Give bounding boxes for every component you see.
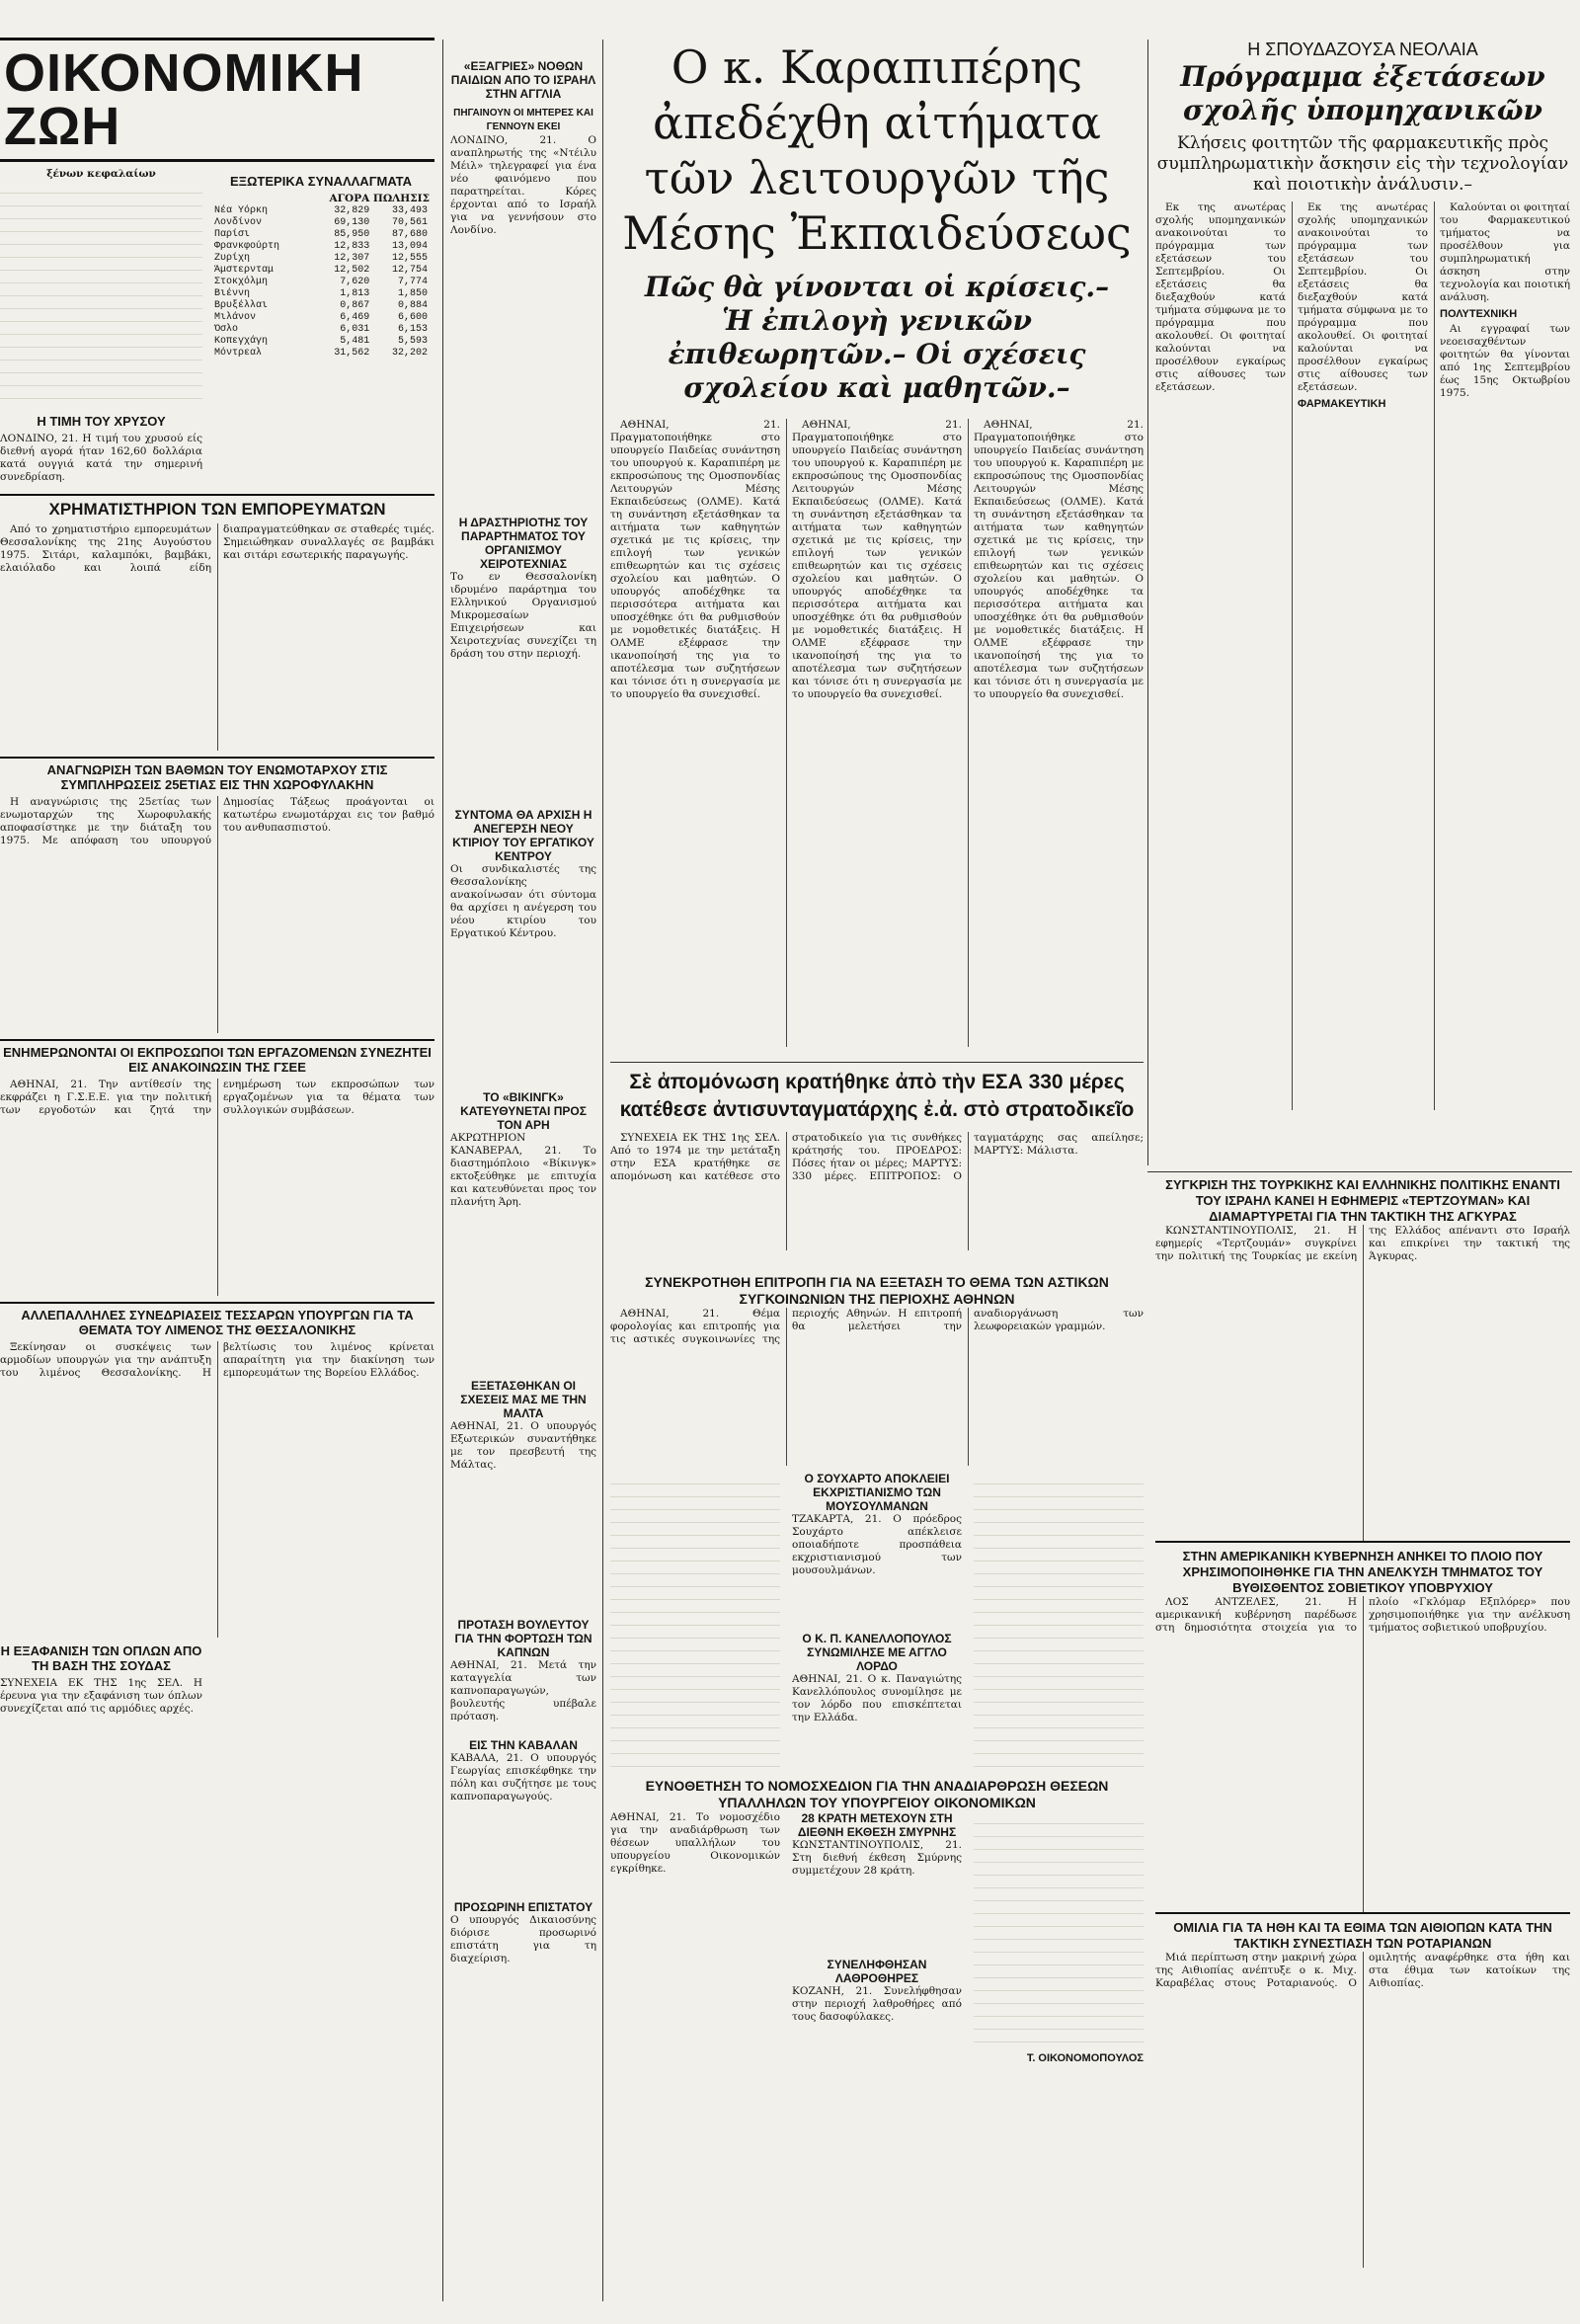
custodian-text: Ο υπουργός Δικαιοσύνης διόρισε προσωρινό επιστάτη για τη διαχείριση.: [450, 1914, 596, 1964]
transport-text: ΑΘΗΝΑΙ, 21. Θέμα φορολογίας και επιτροπής για τις αστικές συγκοινωνίες της περιοχής Αθηνών. Η επιτροπή θα μελετήσει την αναδιοργάνωση των λεωφορειακών γραμμών.: [610, 1308, 1144, 1345]
tobacco-text: ΑΘΗΝΑΙ, 21. Μετά την καταγγελία των καπνοπαραγωγών, βουλευτής υπέβαλε πρόταση.: [450, 1659, 596, 1723]
fx-row: [212, 205, 430, 217]
story-gsee-text: ΑΘΗΝΑΙ, 21. Την αντίθεσίν της εκφράζει η Γ.Σ.Ε.Ε. για την πολιτική των εργοδοτών και ζητά την ενημέρωση των εκπροσώπων των εργαζομένων για τα θέματα των συλλογικών συμβάσεων.: [0, 1079, 434, 1116]
fx-city: Μόντρεαλ: [214, 348, 263, 359]
students-text: Εκ της ανωτέρας σχολής υπομηχανικών ανακοινούται το πρόγραμμα των εξετάσεων του Σεπτεμβρίου. Οι εξετάσεις θα διεξαχθούν κατά τμήματα σύμφωνα με το πρόγραμμα που ακολουθεί. Οι φοιτηταί καλούνται να προσέλθουν εγκαίρως στις αίθουσες των εξετάσεων. Εκ της ανωτέρας σχολής υπομηχανικών ανακοινούται το πρόγραμμα των εξετάσεων του Σεπτεμβρίου. Οι εξετάσεις θα διεξαχθούν κατά τμήματα σύμφωνα με το πρόγραμμα που ακολουθεί. Οι φοιτηταί καλούνται να προσέλθουν εγκαίρως στις αίθουσες των εξετάσεων. ΦΑΡΜΑΚΕΥΤΙΚΗ Καλούνται οι φοιτηταί του Φαρμακευτικού τμήματος να προσέλθουν για συμπληρωματική άσκηση στην τεχνολογία και ποιοτική ανάλυση. ΠΟΛΥΤΕΧΝΙΚΗ Αι εγγραφαί των νεοεισαχθέντων φοιτητών θα γίνονται από 1ης Σεπτεμβρίου έως 15ης Οκτωβρίου 1975.: [1155, 201, 1570, 410]
fx-city: Κοπεγχάγη: [214, 336, 269, 347]
finance-column: [0, 38, 434, 2309]
kicker-text: ΛΟΝΔΙΝΟ, 21. Ο αναπληρωτής της «Ντέιλυ Μέιλ» τηλεγραφεί για ένα νέο φαινόμενο που παρατηρείται. Κόρες έρχονται από το Ισραήλ για να γεννήσουν στο Λονδίνο.: [450, 134, 596, 236]
crafts-text: Το εν Θεσσαλονίκη ιδρυμένο παράρτημα του Ελληνικού Οργανισμού Μικρομεσαίων Επιχειρήσεων και Χειροτεχνίας συνεχίζει τη δράση του στην περιοχή.: [450, 571, 596, 660]
kavala-subtitle: ΕΙΣ ΤΗΝ ΚΑΒΑΛΑΝ: [469, 1738, 578, 1752]
custodian-title: ΠΡΟΣΩΡΙΝΗ ΕΠΙΣΤΑΤΟΥ: [453, 1900, 593, 1914]
smyrna-fair-text: ΚΩΝΣΤΑΝΤΙΝΟΥΠΟΛΙΣ, 21. Στη διεθνή έκθεση Σμύρνης συμμετέχουν 28 κράτη.: [792, 1839, 962, 1877]
fx-buy: 6,031: [340, 324, 370, 335]
fx-buy: 69,130: [334, 217, 370, 228]
tobacco-title: ΠΡΟΤΑΣΗ ΒΟΥΛΕΥΤΟΥ ΓΙΑ ΤΗΝ ΦΟΡΤΩΣΗ ΤΩΝ ΚΑΠΝΩΝ: [454, 1618, 592, 1659]
fx-city: Όσλο: [214, 324, 239, 335]
tercuman-text: ΚΩΝΣΤΑΝΤΙΝΟΥΠΟΛΙΣ, 21. Η εφημερίς «Τερτζουμάν» συγκρίνει την πολιτική της Τουρκίας με εκείνη της Ελλάδος απέναντι στο Ισραήλ και επικρίνει την τακτική της Άγκυρας.: [1155, 1225, 1570, 1262]
fx-row: [212, 324, 430, 336]
fx-city: Βρυξέλλαι: [214, 300, 269, 311]
isolation-story: [610, 1069, 1144, 1266]
fx-sell: 1,850: [397, 288, 428, 299]
fx-buy: 85,950: [334, 229, 370, 240]
fx-city: Μιλάνον: [214, 312, 257, 323]
fx-city: Λονδίνον: [214, 217, 263, 228]
story-gsee-title: ΕΝΗΜΕΡΩΝΟΝΤΑΙ ΟΙ ΕΚΠΡΟΣΩΠΟΙ ΤΩΝ ΕΡΓΑΖΟΜΕΝΩΝ ΣΥΝΕΖΗΤΕΙ ΕΙΣ ΑΝΑΚΟΙΝΩΣΙΝ ΤΗΣ ΓΣΕΕ: [0, 1039, 434, 1075]
story-gendarmerie-text: Η αναγνώρισις της 25ετίας των ενωμοταρχών της Χωροφυλακής αποφασίστηκε με την διάταξη του 1975. Με απόφαση του υπουργού Δημοσίας Τάξεως προάγονται οι κατωτέρω ενωμοτάρχαι εις τον βαθμό του ανθυπασπιστού.: [0, 796, 434, 846]
fx-sell: 5,593: [397, 336, 428, 347]
fx-sell: 6,153: [397, 324, 428, 335]
fx-city: Φρανκφούρτη: [214, 241, 280, 252]
kavala-text: ΚΑΒΑΛΑ, 21. Ο υπουργός Γεωργίας επισκέφθηκε την πόλη και συζήτησε με τους καπνοπαραγωγούς.: [450, 1752, 596, 1803]
malta-title: ΕΞΕΤΑΣΘΗΚΑΝ ΟΙ ΣΧΕΣΕΙΣ ΜΑΣ ΜΕ ΤΗΝ ΜΑΛΤΑ: [460, 1379, 587, 1420]
lower-right: [1155, 1177, 1570, 2303]
fx-row: [212, 312, 430, 324]
fx-city: Άμστερνταμ: [214, 265, 275, 276]
fx-row: [212, 229, 430, 241]
fx-sell: 87,680: [391, 229, 428, 240]
kicker-subtitle: ΠΗΓΑΙΝΟΥΝ ΟΙ ΜΗΤΕΡΕΣ ΚΑΙ ΓΕΝΝΟΥΝ ΕΚΕΙ: [453, 108, 593, 132]
rotary-text: Μιά περίπτωση στην μακρινή χώρα της Αιθιοπίας ανέπτυξε ο κ. Μιχ. Καραβέλας στους Ροταριανούς. Ο ομιλητής αναφέρθηκε στα ήθη και στα έθιμα των κατοίκων της Αιθιοπίας.: [1155, 1952, 1570, 1989]
poachers-title: ΣΥΝΕΛΗΦΘΗΣΑΝ ΛΑΘΡΟΘΗΡΕΣ: [827, 1958, 927, 1985]
fx-city: Βιέννη: [214, 288, 251, 299]
story-port-title: ΑΛΛΕΠΑΛΛΗΛΕΣ ΣΥΝΕΔΡΙΑΣΕΙΣ ΤΕΣΣΑΡΩΝ ΥΠΟΥΡΓΩΝ ΓΙΑ ΤΑ ΘΕΜΑΤΑ ΤΟΥ ΛΙΜΕΝΟΣ ΤΗΣ ΘΕΣΣΑΛΟΝΙΚΗΣ: [0, 1302, 434, 1337]
fx-row: [212, 336, 430, 348]
viking-text: ΑΚΡΩΤΗΡΙΟΝ ΚΑΝΑΒΕΡΑΛ, 21. Το διαστημόπλοιο «Βίκινγκ» εκτοξεύθηκε με επιτυχία και κατευθύνεται προς τον πλανήτη Άρη.: [450, 1132, 596, 1208]
fx-city: Νέα Υόρκη: [214, 205, 269, 216]
main-story: [610, 40, 1144, 1047]
students-kicker: Η ΣΠΟΥΔΑΖΟΥΣΑ ΝΕΟΛΑΙΑ: [1247, 40, 1478, 59]
labour-centre-text: Οι συνδικαλιστές της Θεσσαλονίκης ανακοίνωσαν ότι σύντομα θα αρχίσει η ανέγερση του νέου κτιρίου του Εργατικού Κέντρου.: [450, 863, 596, 939]
kicker-title: «ΕΞΑΓΡΙΕΣ» ΝΟΘΩΝ ΠΑΙΔΙΩΝ ΑΠΟ ΤΟ ΙΣΡΑΗΛ ΣΤΗΝ ΑΓΓΛΙΑ: [450, 59, 596, 101]
poachers-text: ΚΟΖΑΝΗ, 21. Συνελήφθησαν στην περιοχή λαθροθήρες από τους δασοφύλακες.: [792, 1985, 962, 2023]
story-port-text: Ξεκίνησαν οι συσκέψεις των αρμοδίων υπουργών για την ανάπτυξη του λιμένος Θεσσαλονίκης. Η βελτίωσις του λιμένος κρίνεται απαραίτητη για την διακίνηση των εμπορευμάτων της Βορείου Ελλάδος.: [0, 1341, 434, 1379]
center-left-column: [450, 59, 596, 2301]
fx-buy: 5,481: [340, 336, 370, 347]
kanellopoulos-title: Ο Κ. Π. ΚΑΝΕΛΛΟΠΟΥΛΟΣ ΣΥΝΩΜΙΛΗΣΕ ΜΕ ΑΓΓΛΟ ΛΟΡΔΟ: [802, 1632, 952, 1673]
ministry-text: ΑΘΗΝΑΙ, 21. Το νομοσχέδιο για την αναδιάρθρωση των θέσεων υπαλλήλων του υπουργείου Οικονομικών εγκρίθηκε.: [610, 1811, 780, 1875]
fx-sell: 12,754: [391, 265, 428, 276]
story-souda-text: ΣΥΝΕΧΕΙΑ ΕΚ ΤΗΣ 1ης ΣΕΛ. Η έρευνα για την εξαφάνιση των όπλων συνεχίζεται από τις αρμόδιες αρχές.: [0, 1677, 202, 1715]
rotary-title: ΟΜΙΛΙΑ ΓΙΑ ΤΑ ΗΘΗ ΚΑΙ ΤΑ ΕΘΙΜΑ ΤΩΝ ΑΙΘΙΟΠΩΝ ΚΑΤΑ ΤΗΝ ΤΑΚΤΙΚΗ ΣΥΝΕΣΤΙΑΣΗ ΤΩΝ ΡΟΤΑΡΙΑΝΩΝ: [1155, 1912, 1570, 1952]
fx-row: [212, 217, 430, 229]
fx-buy: 1,813: [340, 288, 370, 299]
suharto-title: Ο ΣΟΥΧΑΡΤΟ ΑΠΟΚΛΕΙΕΙ ΕΚΧΡΙΣΤΙΑΝΙΣΜΟ ΤΩΝ ΜΟΥΣΟΥΛΜΑΝΩΝ: [804, 1472, 950, 1513]
pharmacy-subtitle: ΦΑΡΜΑΚΕΥΤΙΚΗ: [1298, 398, 1386, 410]
transport-title: ΣΥΝΕΚΡΟΤΗΘΗ ΕΠΙΤΡΟΠΗ ΓΙΑ ΝΑ ΕΞΕΤΑΣΗ ΤΟ ΘΕΜΑ ΤΩΝ ΑΣΤΙΚΩΝ ΣΥΓΚΟΙΝΩΝΙΩΝ ΤΗΣ ΠΕΡΙΟΧΗΣ ΑΘΗΝΩΝ: [645, 1274, 1109, 1307]
fx-buy: 7,620: [340, 277, 370, 287]
fx-buy: 12,833: [334, 241, 370, 252]
fx-row: [212, 241, 430, 253]
fx-sell: 33,493: [391, 205, 428, 216]
fx-city: Ζυρίχη: [214, 253, 251, 264]
labour-centre-title: ΣΥΝΤΟΜΑ ΘΑ ΑΡΧΙΣΗ Η ΑΝΕΓΕΡΣΗ ΝΕΟΥ ΚΤΙΡΙΟΥ ΤΟΥ ΕΡΓΑΤΙΚΟΥ ΚΕΝΤΡΟΥ: [452, 808, 594, 863]
isolation-text: ΣΥΝΕΧΕΙΑ ΕΚ ΤΗΣ 1ης ΣΕΛ. Από το 1974 με την μετάταξη στην ΕΣΑ κρατήθηκε σε απομόνωση και κατέθεσε στο στρατοδικείο για τις συνθήκες κράτησής του. ΠΡΟΕΔΡΟΣ: Πόσες ήταν οι μέρες; ΜΑΡΤΥΣ: 330 μέρες. ΕΠΙΤΡΟΠΟΣ: Ο ταγματάρχης σας απείλησε; ΜΑΡΤΥΣ: Μάλιστα.: [610, 1132, 1144, 1182]
fx-title: ΕΞΩΤΕΡΙΚΑ ΣΥΝΑΛΛΑΓΜΑΤΑ: [229, 174, 413, 189]
students-story: [1155, 40, 1570, 1165]
fx-sell: 6,600: [397, 312, 428, 323]
kanellopoulos-text: ΑΘΗΝΑΙ, 21. Ο κ. Παναγιώτης Κανελλόπουλος συνομίλησε με τον λόρδο που επισκέπτεται την Ελλάδα.: [792, 1673, 962, 1723]
fx-intro: ξένων κεφαλαίων: [46, 168, 156, 180]
main-headline: Ο κ. Καραπιπέρης ἀπεδέχθη αἰτήματα τῶν λειτουργῶν τῆς Μέσης Ἐκπαιδεύσεως: [622, 40, 1132, 260]
fx-subtitle: ΑΓΟΡΑ ΠΩΛΗΣΙΣ: [329, 193, 430, 204]
isolation-headline: Σὲ ἀπομόνωση κρατήθηκε ἀπὸ τὴν ΕΣΑ 330 μέρες κατέθεσε ἀντισυνταγματάρχης ἐ.ἀ. στὸ στρατοδικεῖο: [619, 1071, 1135, 1121]
fx-buy: 12,502: [334, 265, 370, 276]
finance-masthead: ΟΙΚΟΝΟΜΙΚΗ ΖΩΗ: [0, 38, 434, 162]
story-souda-title: Η ΕΞΑΦΑΝΙΣΗ ΤΩΝ ΟΠΛΩΝ ΑΠΟ ΤΗ ΒΑΣΗ ΤΗΣ ΣΟΥΔΑΣ: [0, 1643, 202, 1673]
fx-city: Στοκχόλμη: [214, 277, 269, 287]
main-subhead: Πῶς θὰ γίνονται οἱ κρίσεις.– Ἡ ἐπιλογὴ γενικῶν ἐπιθεωρητῶν.– Οἱ σχέσεις σχολείου καὶ μαθητῶν.–: [644, 271, 1110, 404]
fx-buy: 31,562: [334, 348, 370, 359]
ministry-title: ΕΥΝΟΘΕΤΗΣΗ ΤΟ ΝΟΜΟΣΧΕΔΙΟΝ ΓΙΑ ΤΗΝ ΑΝΑΔΙΑΡΘΡΩΣΗ ΘΕΣΕΩΝ ΥΠΑΛΛΗΛΩΝ ΤΟΥ ΥΠΟΥΡΓΕΙΟΥ ΟΙΚΟΝΟΜΙΚΩΝ: [645, 1778, 1109, 1810]
gold-title: Η ΤΙΜΗ ΤΟΥ ΧΡΥΣΟΥ: [37, 414, 166, 429]
fx-sell: 12,555: [391, 253, 428, 264]
fx-row: [212, 348, 430, 360]
market-title: ΧΡΗΜΑΤΙΣΤΗΡΙΟΝ ΤΩΝ ΕΜΠΟΡΕΥΜΑΤΩΝ: [0, 494, 434, 520]
glomar-text: ΛΟΣ ΑΝΤΖΕΛΕΣ, 21. Η αμερικανική κυβέρνηση παρέδωσε στη δημοσιότητα στοιχεία για το πλοίο «Γκλόμαρ Εξπλόρερ» που χρησιμοποιήθηκε για την ανέλκυση τμήματος σοβιετικού υποβρυχίου.: [1155, 1596, 1570, 1634]
fx-buy: 0,867: [340, 300, 370, 311]
fx-sell: 32,202: [391, 348, 428, 359]
students-headline: Πρόγραμμα ἐξετάσεων σχολῆς ὑπομηχανικῶν: [1180, 60, 1545, 126]
smyrna-fair-title: 28 ΚΡΑΤΗ ΜΕΤΕΧΟΥΝ ΣΤΗ ΔΙΕΘΝΗ ΕΚΘΕΣΗ ΣΜΥΡΝΗΣ: [797, 1811, 957, 1839]
polytechnic-subtitle: ΠΟΛΥΤΕΧΝΙΚΗ: [1440, 308, 1518, 320]
glomar-title: ΣΤΗΝ ΑΜΕΡΙΚΑΝΙΚΗ ΚΥΒΕΡΝΗΣΗ ΑΝΗΚΕΙ ΤΟ ΠΛΟΙΟ ΠΟΥ ΧΡΗΣΙΜΟΠΟΙΗΘΗΚΕ ΓΙΑ ΤΗΝ ΑΝΕΛΚΥΣΗ ΤΜΗΜΑΤΟΣ ΤΟΥ ΒΥΘΙΣΘΕΝΤΟΣ ΣΟΒΙΕΤΙΚΟΥ ΥΠΟΒΡΥΧΙΟΥ: [1155, 1541, 1570, 1596]
malta-text: ΑΘΗΝΑΙ, 21. Ο υπουργός Εξωτερικών συναντήθηκε με τον πρεσβευτή της Μάλτας.: [450, 1420, 596, 1471]
tercuman-title: ΣΥΓΚΡΙΣΗ ΤΗΣ ΤΟΥΡΚΙΚΗΣ ΚΑΙ ΕΛΛΗΝΙΚΗΣ ΠΟΛΙΤΙΚΗΣ ΕΝΑΝΤΙ ΤΟΥ ΙΣΡΑΗΛ ΚΑΝΕΙ Η ΕΦΗΜΕΡΙΣ «ΤΕΡΤΖΟΥΜΑΝ» ΚΑΙ ΔΙΑΜΑΡΤΥΡΕΤΑΙ ΓΙΑ ΤΗΝ ΤΑΚΤΙΚΗ ΤΗΣ ΑΓΚΥΡΑΣ: [1165, 1177, 1560, 1224]
story-gendarmerie-title: ΑΝΑΓΝΩΡΙΣΗ ΤΩΝ ΒΑΘΜΩΝ ΤΟΥ ΕΝΩΜΟΤΑΡΧΟΥ ΣΤΙΣ ΣΥΜΠΛΗΡΩΣΕΙΣ 25ΕΤΙΑΣ ΕΙΣ ΤΗΝ ΧΩΡΟΦΥΛΑΚΗΝ: [0, 757, 434, 792]
fx-buy: 6,469: [340, 312, 370, 323]
fx-sell: 70,561: [391, 217, 428, 228]
main-text: ΑΘΗΝΑΙ, 21. Πραγματοποιήθηκε στο υπουργείο Παιδείας συνάντηση του υπουργού κ. Καραπιπέρη με εκπροσώπους της Ομοσπονδίας Λειτουργών Μέσης Εκπαιδεύσεως (ΟΛΜΕ). Κατά τη συνάντηση εξετάσθηκαν τα αιτήματα των καθηγητών σχετικά με τις κρίσεις, την επιλογή των γενικών επιθεωρητών και τις σχέσεις σχολείου και μαθητών. Ο υπουργός αποδέχθηκε τα περισσότερα αιτήματα και υποσχέθηκε ότι θα ρυθμισθούν με νομοθετικές διατάξεις. Η ΟΛΜΕ εξέφρασε την ικανοποίησή της για το αποτέλεσμα των συζητήσεων και τόνισε ότι η συνεργασία με το υπουργείο θα συνεχισθεί. ΑΘΗΝΑΙ, 21. Πραγματοποιήθηκε στο υπουργείο Παιδείας συνάντηση του υπουργού κ. Καραπιπέρη με εκπροσώπους της Ομοσπονδίας Λειτουργών Μέσης Εκπαιδεύσεως (ΟΛΜΕ). Κατά τη συνάντηση εξετάσθηκαν τα αιτήματα των καθηγητών σχετικά με τις κρίσεις, την επιλογή των γενικών επιθεωρητών και τις σχέσεις σχολείου και μαθητών. Ο υπουργός αποδέχθηκε τα περισσότερα αιτήματα και υποσχέθηκε ότι θα ρυθμισθούν με νομοθετικές διατάξεις. Η ΟΛΜΕ εξέφρασε την ικανοποίησή της για το αποτέλεσμα των συζητήσεων και τόνισε ότι η συνεργασία με το υπουργείο θα συνεχισθεί. ΑΘΗΝΑΙ, 21. Πραγματοποιήθηκε στο υπουργείο Παιδείας συνάντηση του υπουργού κ. Καραπιπέρη με εκπροσώπους της Ομοσπονδίας Λειτουργών Μέσης Εκπαιδεύσεως (ΟΛΜΕ). Κατά τη συνάντηση εξετάσθηκαν τα αιτήματα των καθηγητών σχετικά με τις κρίσεις, την επιλογή των γενικών επιθεωρητών και τις σχέσεις σχολείου και μαθητών. Ο υπουργός αποδέχθηκε τα περισσότερα αιτήματα και υποσχέθηκε ότι θα ρυθμισθούν με νομοθετικές διατάξεις. Η ΟΛΜΕ εξέφρασε την ικανοποίησή της για το αποτέλεσμα των συζητήσεων και τόνισε ότι η συνεργασία με το υπουργείο θα συνεχισθεί.: [610, 419, 1144, 700]
crafts-title: Η ΔΡΑΣΤΗΡΙΟΤΗΣ ΤΟΥ ΠΑΡΑΡΤΗΜΑΤΟΣ ΤΟΥ ΟΡΓΑΝΙΣΜΟΥ ΧΕΙΡΟΤΕΧΝΙΑΣ: [458, 516, 589, 571]
fx-table: [212, 205, 430, 360]
fx-row: [212, 288, 430, 300]
fx-row: [212, 277, 430, 288]
lower-center: [610, 1274, 1144, 2301]
market-text: Από το χρηματιστήριο εμπορευμάτων Θεσσαλονίκης της 21ης Αυγούστου 1975. Σιτάρι, καλαμπόκι, βαμβάκι, ελαιόλαδο και λοιπά είδη διαπραγματεύθηκαν σε σταθερές τιμές. Σημειώθηκαν συναλλαγές σε βαμβάκι και σιτάρι εσωτερικής παραγωγής.: [0, 523, 434, 574]
signature-right: Τ. ΟΙΚΟΝΟΜΟΠΟΥΛΟΣ: [1026, 2052, 1144, 2064]
fx-row: [212, 253, 430, 265]
fx-sell: 7,774: [397, 277, 428, 287]
fx-row: [212, 300, 430, 312]
fx-sell: 0,884: [397, 300, 428, 311]
viking-title: ΤΟ «ΒΙΚΙΝΓΚ» ΚΑΤΕΥΘΥΝΕΤΑΙ ΠΡΟΣ ΤΟΝ ΑΡΗ: [460, 1090, 587, 1132]
fx-sell: 13,094: [391, 241, 428, 252]
gold-text: ΛΟΝΔΙΝΟ, 21. Η τιμή του χρυσού είς διεθνή αγορά ήταν 162,60 δολλάρια κατά ουγγιά κατά την σημερινή συνεδρίαση.: [0, 433, 202, 483]
fx-city: Παρίσι: [214, 229, 251, 240]
fx-buy: 12,307: [334, 253, 370, 264]
fx-buy: 32,829: [334, 205, 370, 216]
suharto-text: ΤΖΑΚΑΡΤΑ, 21. Ο πρόεδρος Σουχάρτο απέκλεισε οποιαδήποτε προσπάθεια εκχριστιανισμού των μουσουλμάνων.: [792, 1513, 962, 1576]
fx-row: [212, 265, 430, 277]
students-deck: Κλήσεις φοιτητῶν τῆς φαρμακευτικῆς πρὸς συμπληρωματικὴν ἄσκησιν εἰς τὴν τεχνολογίαν καὶ ποιοτικὴν ἀνάλυσιν.–: [1156, 133, 1569, 195]
